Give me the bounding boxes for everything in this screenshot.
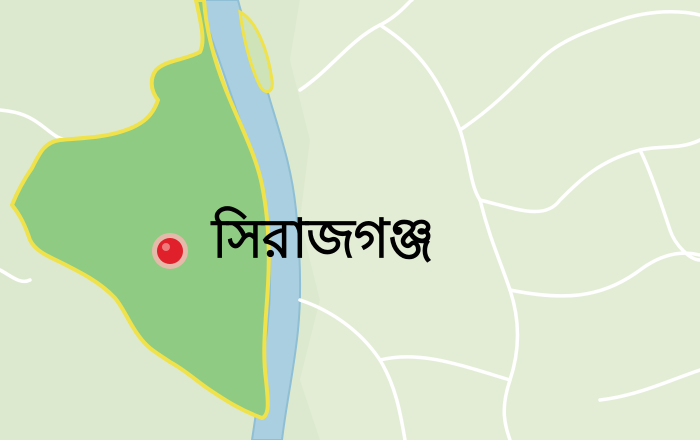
place-name-label: সিরাজগঞ্জ — [212, 207, 434, 270]
location-marker-icon[interactable] — [152, 233, 188, 269]
